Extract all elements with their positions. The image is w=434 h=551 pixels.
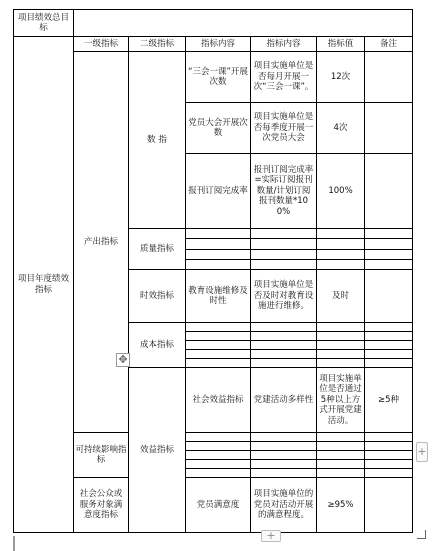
indicator-value: 12次 [317,52,365,103]
empty-cell[interactable] [317,341,365,350]
empty-cell[interactable] [317,323,365,332]
empty-cell[interactable] [317,433,365,442]
cost-indicator-label: 成本指标 [129,323,186,368]
indicator-desc: 项目实施单位是否每月开展一次“三会一课”。 [251,52,317,103]
empty-cell[interactable] [186,332,251,341]
indicator-desc: 项目实施单位是否通过5种以上方式开展党建活动。 [317,368,365,433]
add-row-button[interactable]: + [261,530,281,542]
empty-cell[interactable] [365,350,413,359]
indicator-name: “三会一课”开展次数 [186,52,251,103]
indicator-value: ≥95% [317,478,365,533]
empty-cell[interactable] [251,249,317,259]
empty-cell[interactable] [186,229,251,239]
empty-cell[interactable] [251,442,317,451]
empty-cell[interactable] [365,469,413,478]
add-column-button[interactable]: + [416,442,428,462]
empty-cell[interactable] [186,460,251,469]
empty-cell[interactable] [251,239,317,249]
table-row [14,52,413,103]
indicator-name: 教育设施维修及时性 [186,270,251,323]
empty-cell[interactable] [186,451,251,460]
header-level2: 二级指标 [129,37,186,52]
header-content-b: 指标内容 [251,37,317,52]
table-move-handle-icon[interactable]: ✥ [116,353,130,367]
empty-cell[interactable] [186,341,251,350]
empty-cell[interactable] [365,249,413,259]
empty-cell[interactable] [365,442,413,451]
indicator-value: 4次 [317,103,365,154]
table-header-row [14,37,413,52]
performance-table [13,9,413,533]
empty-cell[interactable] [317,469,365,478]
empty-cell[interactable] [317,442,365,451]
empty-cell[interactable] [317,359,365,368]
indicator-value: ≥5种 [365,368,413,433]
total-goal-label: 项目绩效总目标 [14,10,74,37]
empty-cell[interactable] [186,442,251,451]
empty-cell[interactable] [365,451,413,460]
empty-cell[interactable] [365,229,413,239]
table-resize-handle-icon[interactable] [417,530,426,539]
empty-cell[interactable] [317,259,365,269]
empty-cell[interactable] [251,229,317,239]
indicator-note[interactable] [365,52,413,103]
header-note: 备注 [365,37,413,52]
indicator-value: 及时 [317,270,365,323]
total-goal-cell[interactable] [74,10,413,37]
empty-cell[interactable] [365,341,413,350]
empty-cell[interactable] [251,259,317,269]
indicator-desc: 项目实施单位是否每季度开展一次党员大会 [251,103,317,154]
social-benefit-label: 社会效益指标 [186,368,251,433]
indicator-note[interactable] [365,270,413,323]
quantity-indicator-label: 数 指 [129,52,186,229]
indicator-note[interactable] [365,103,413,154]
quality-indicator-label: 质量指标 [129,229,186,270]
empty-cell[interactable] [365,359,413,368]
empty-cell[interactable] [317,249,365,259]
empty-cell[interactable] [186,249,251,259]
empty-cell[interactable] [251,332,317,341]
empty-cell[interactable] [317,350,365,359]
empty-cell[interactable] [251,359,317,368]
indicator-name: 党员大会开展次数 [186,103,251,154]
empty-cell[interactable] [317,451,365,460]
header-value: 指标值 [317,37,365,52]
empty-cell[interactable] [365,433,413,442]
output-indicator-label: 产出指标 [74,52,129,433]
indicator-name: 党员满意度 [186,478,251,533]
table-row [14,433,413,442]
empty-cell[interactable] [317,332,365,341]
annual-indicator-label: 项目年度绩效指标 [14,37,74,533]
header-level1: 一级指标 [74,37,129,52]
empty-cell[interactable] [317,460,365,469]
table-row [14,478,413,533]
empty-cell[interactable] [251,350,317,359]
timeliness-indicator-label: 时效指标 [129,270,186,323]
indicator-name: 党建活动多样性 [251,368,317,433]
empty-cell[interactable] [186,259,251,269]
empty-cell[interactable] [251,341,317,350]
empty-cell[interactable] [365,239,413,249]
sustainability-label: 可持续影响指标 [74,433,129,478]
page-margin-marker [13,536,15,551]
table-row [14,10,413,37]
empty-cell[interactable] [317,239,365,249]
indicator-note[interactable] [365,154,413,229]
indicator-desc: 报刊订阅完成率=实际订阅报刊数量/计划订阅报刊数量*100% [251,154,317,229]
empty-cell[interactable] [251,433,317,442]
empty-cell[interactable] [365,460,413,469]
empty-cell[interactable] [186,433,251,442]
empty-cell[interactable] [251,323,317,332]
empty-cell[interactable] [251,469,317,478]
indicator-desc: 项目实施单位的党员对活动开展的满意程度。 [251,478,317,533]
empty-cell[interactable] [365,259,413,269]
indicator-note[interactable] [365,478,413,533]
empty-cell[interactable] [186,323,251,332]
empty-cell[interactable] [365,332,413,341]
empty-cell[interactable] [251,460,317,469]
empty-cell[interactable] [186,469,251,478]
indicator-value: 100% [317,154,365,229]
satisfaction-label: 社会公众或服务对象满意度指标 [74,478,129,533]
empty-cell[interactable] [317,229,365,239]
indicator-name: 报刊订阅完成率 [186,154,251,229]
empty-cell[interactable] [186,359,251,368]
effect-indicator-label: 效益指标 [129,368,186,533]
header-content-a: 指标内容 [186,37,251,52]
empty-cell[interactable] [186,239,251,249]
empty-cell[interactable] [251,451,317,460]
empty-cell[interactable] [186,350,251,359]
indicator-desc: 项目实施单位是否及时对教育设施进行维修。 [251,270,317,323]
empty-cell[interactable] [365,323,413,332]
